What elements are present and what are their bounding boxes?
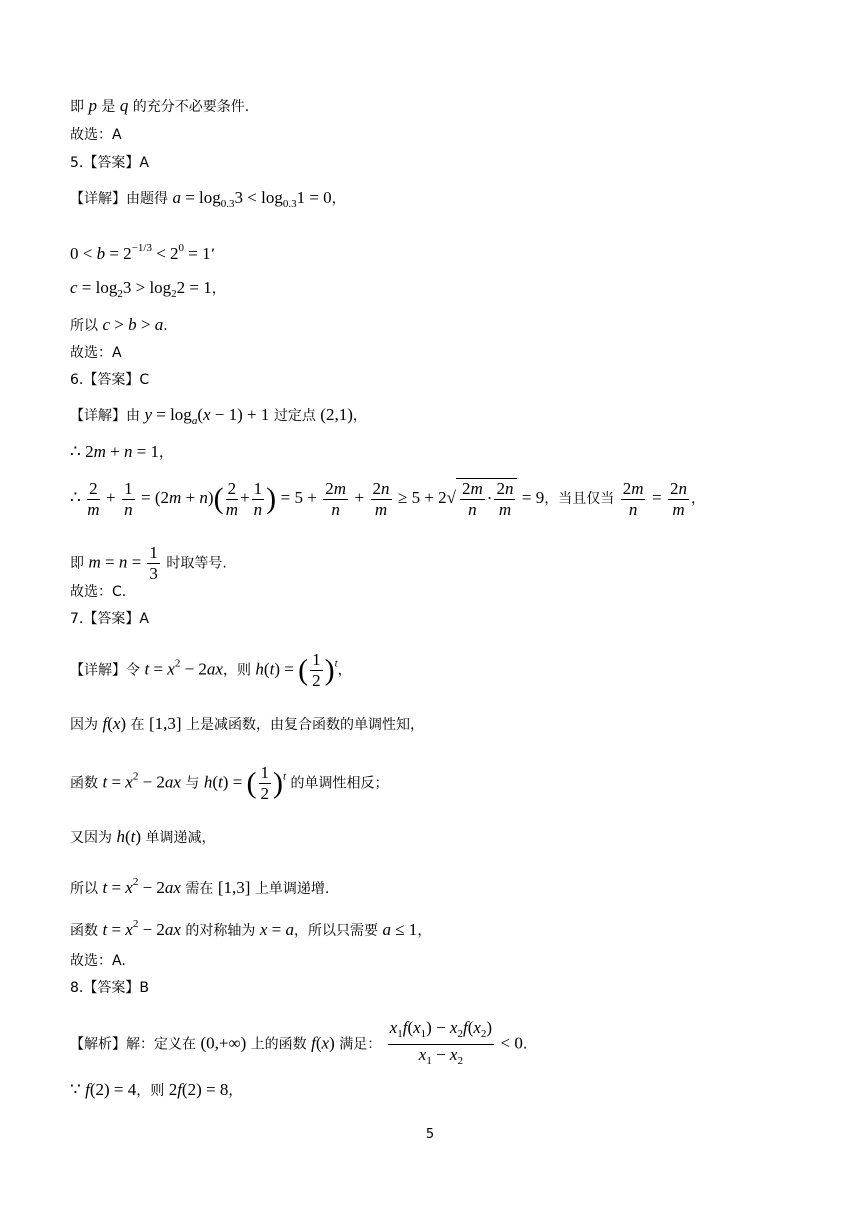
math-line: $0 < b = 2^{-1/3} < 2^0 = 1$’	[70, 242, 216, 263]
text-line: 故选：C.	[70, 584, 127, 600]
math-line: ∵ f(2) = 4，则 2f(2) = 8，	[70, 1080, 243, 1099]
page-number: 5	[425, 1127, 435, 1142]
math-line: 因为 f(x) 在 [1,3] 上是减函数，由复合函数的单调性知，	[70, 714, 425, 733]
math-line: ∴ $\frac{2}{m}$ + $\frac{1}{n}$ = (2m + n)( $\frac{2}{m}$ + $\frac{1}{n}$ ) = 5 + $\frac{2m}{n}$ + $\frac{2n}{m}$ ≥ 5 + 2√ $\frac{2m}{n}$ · $\frac{2n}{m}$ = 9，当且仅当 $\frac{2m}{n}$ = $\frac{2n}{m}$ ，	[70, 478, 705, 519]
text-line: 故选：A	[70, 127, 122, 143]
math-line: 又因为 h(t) 单调递减，	[70, 827, 216, 846]
answer-heading: 5.【答案】A	[70, 155, 149, 171]
answer-heading: 6.【答案】C	[70, 372, 150, 388]
answer-heading: 7.【答案】A	[70, 611, 149, 627]
math-line: 【详解】令 $t = x^2 - 2ax$，则 h(t) = ( $\frac{1}{2}$ )$^t$，	[70, 650, 352, 690]
answer-heading: 8.【答案】B	[70, 980, 149, 996]
math-line: 即 m = n = $\frac{1}{3}$ 时取等号.	[70, 543, 227, 583]
math-line: 所以 c > b > a.	[70, 315, 168, 334]
math-line: $c = \log_23 > \log_22 = 1$，	[70, 278, 226, 300]
math-line: 所以 $t = x^2 - 2ax$ 需在 [1,3] 上单调递增.	[70, 876, 330, 897]
math-line: 【详解】由题得 $a = \log_{0.3}3 < \log_{0.3}1 = 0$，	[70, 188, 346, 210]
math-line: 【解析】解：定义在 (0,+∞) 上的函数 f(x) 满足： $\frac{x_1f(x_1) - x_2f(x_2)}{x_1 - x_2}$ < 0.	[70, 1018, 528, 1067]
text-line: 故选：A	[70, 345, 122, 361]
math-line: ∴ 2m + n = 1，	[70, 442, 174, 461]
math-line: 函数 $t = x^2 - 2ax$ 的对称轴为 x = a，所以只需要 a ≤ 1，	[70, 918, 432, 939]
text-line: 即 p 是 q 的充分不必要条件.	[70, 96, 250, 115]
text-line: 故选：A.	[70, 953, 126, 969]
math-line: 【详解】由 $y = \log_a(x - 1) + 1$ 过定点 (2,1)，	[70, 405, 367, 427]
math-line: 函数 $t = x^2 - 2ax$ 与 h(t) = ( $\frac{1}{2}$ )$^t$ 的单调性相反；	[70, 763, 389, 803]
